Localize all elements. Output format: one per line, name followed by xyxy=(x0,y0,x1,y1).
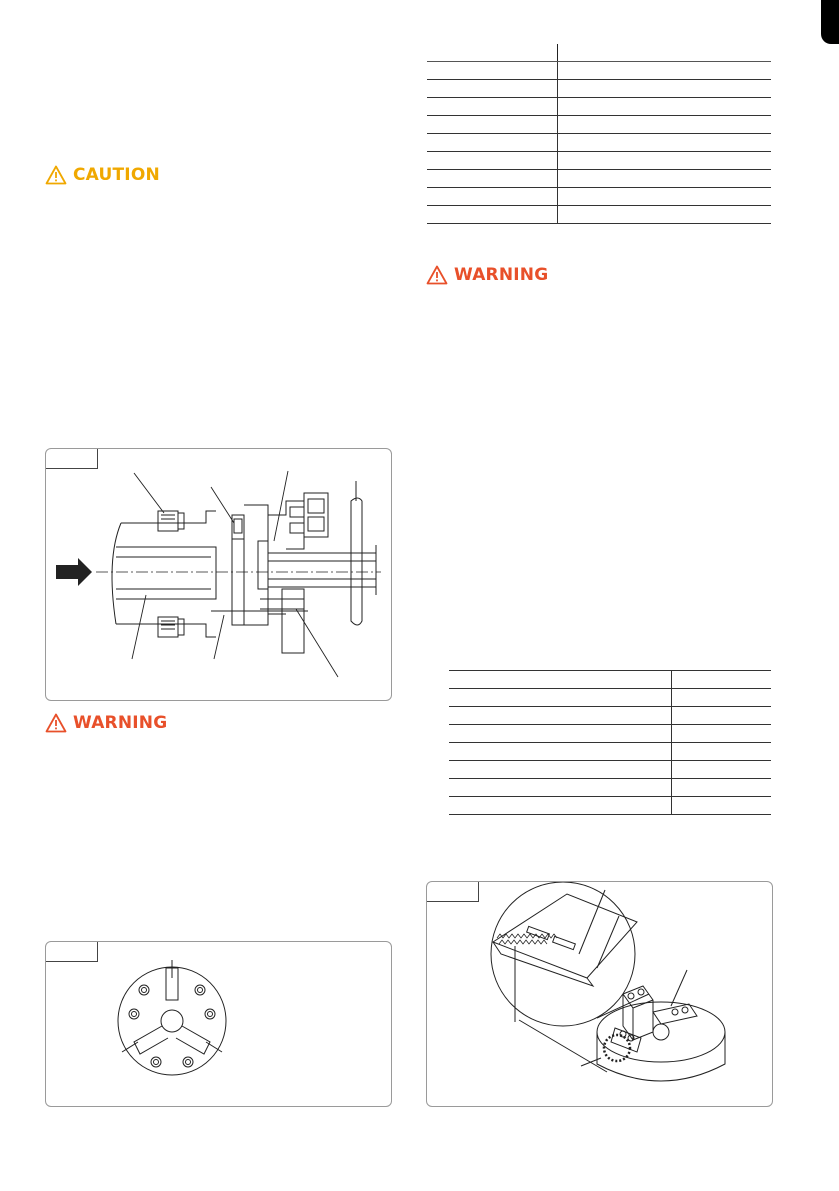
figure-chuck-front-view xyxy=(45,941,392,1107)
arrow-right-icon xyxy=(56,558,92,586)
caution-label xyxy=(45,165,160,185)
warning-text: WARNING xyxy=(454,265,549,285)
figure-cross-section xyxy=(45,448,392,701)
warning-label-lower xyxy=(45,713,167,733)
warning-label-upper xyxy=(426,265,548,285)
cross-section-drawing xyxy=(46,449,391,700)
warning-text: WARNING xyxy=(73,713,168,733)
caution-text: CAUTION xyxy=(73,165,160,185)
jaw-detail-drawing xyxy=(427,882,772,1106)
figure-jaw-detail xyxy=(426,881,773,1107)
warning-triangle-icon xyxy=(426,265,448,285)
spec-table-lower xyxy=(449,670,771,815)
spec-table-upper xyxy=(427,44,771,224)
warning-triangle-icon xyxy=(45,165,67,185)
warning-triangle-icon xyxy=(45,713,67,733)
chuck-front-drawing xyxy=(46,942,391,1106)
page-edge-tab xyxy=(809,0,839,44)
